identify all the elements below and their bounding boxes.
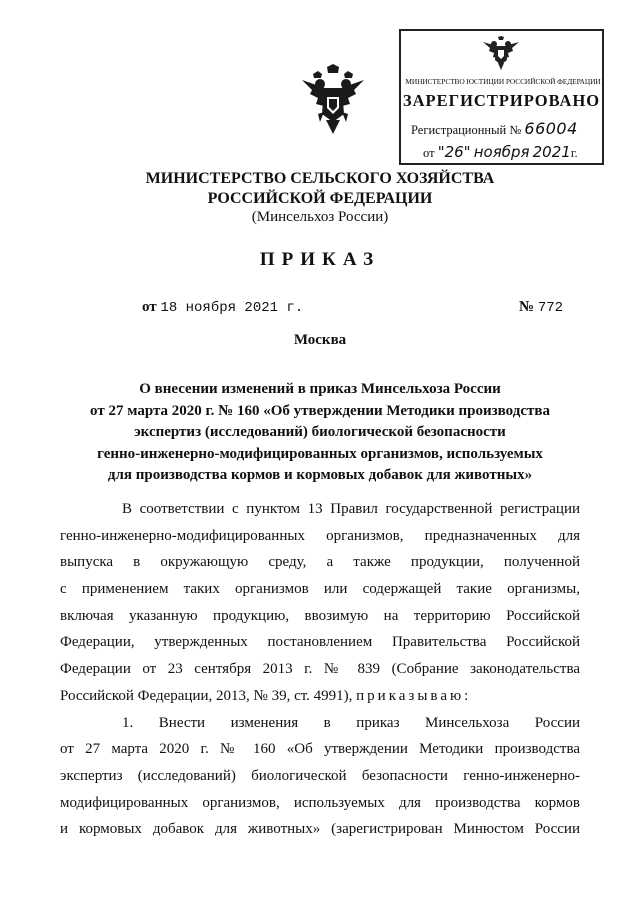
registration-stamp xyxy=(399,29,604,165)
body-line: выпуска в окружающую среду, а также продукции, полученной xyxy=(60,554,580,571)
stamp-reg-label: Регистрационный № xyxy=(411,123,522,137)
stamp-ministry-name: МИНИСТЕРСТВО ЮСТИЦИИ РОССИЙСКОЙ ФЕДЕРАЦИИ xyxy=(405,77,601,86)
body-line: от 27 марта 2020 г. № 160 «Об утверждении Методики производства xyxy=(60,741,580,758)
ministry-short-name: (Минсельхоз России) xyxy=(251,209,389,225)
document-title xyxy=(60,379,580,487)
stamp-date-month: ноября xyxy=(473,143,530,161)
stamp-reg-number: 66004 xyxy=(524,119,578,138)
title-line: генно-инженерно-модифицированных организмов, используемых xyxy=(97,445,543,462)
stamp-date-prefix: от xyxy=(423,146,435,160)
stamp-date-day: "26" xyxy=(437,143,471,161)
body-line: генно-инженерно-модифицированных организмов, предназначенных для xyxy=(60,527,580,544)
body-line-text: Российской Федерации, 2013, № 39, ст. 4991), xyxy=(60,687,353,704)
ministry-name-line2: РОССИЙСКОЙ ФЕДЕРАЦИИ xyxy=(207,190,433,207)
body-line: Федерации от 23 сентября 2013 г. № 839 (Собрание законодательства xyxy=(60,661,580,678)
stamp-date-suffix: г. xyxy=(570,146,578,160)
body-line: и кормовых добавок для животных» (зарегистрирован Минюстом России xyxy=(60,821,580,838)
stamp-registered-label: ЗАРЕГИСТРИРОВАНО xyxy=(402,91,601,110)
title-line: от 27 марта 2020 г. № 160 «Об утверждении Методики производства xyxy=(90,402,550,419)
body-line: 1. Внести изменения в приказ Минсельхоза России xyxy=(122,714,580,731)
title-line: экспертиз (исследований) биологической безопасности xyxy=(134,424,506,441)
order-date-value: 18 ноября 2021 г. xyxy=(160,300,304,316)
body-line: включая указанную продукцию, ввозимую на территорию Российской xyxy=(60,607,580,624)
order-number-value: 772 xyxy=(537,300,564,316)
body-line: модифицированных организмов, используемых для производства кормов xyxy=(60,794,580,811)
body-line: Федерации, утвержденных постановлением Правительства Российской xyxy=(60,634,580,651)
coat-of-arms-icon xyxy=(298,64,368,136)
order-number-label: № xyxy=(519,299,535,315)
order-date xyxy=(142,299,303,316)
body-line xyxy=(60,683,580,710)
stamp-registration-number xyxy=(411,119,578,138)
body-line: В соответствии с пунктом 13 Правил государственной регистрации xyxy=(122,501,580,517)
document-body xyxy=(60,496,580,843)
body-emphasis: приказываю: xyxy=(356,687,472,704)
body-line: с применением таких организмов или содержащей такие организмы, xyxy=(60,581,580,598)
stamp-date-year: 2021 xyxy=(532,143,571,161)
document-type: ПРИКАЗ xyxy=(259,249,381,270)
body-line: экспертиз (исследований) биологической безопасности генно-инженерно- xyxy=(60,767,580,784)
stamp-registration-date xyxy=(423,143,578,161)
order-number xyxy=(519,299,563,316)
title-line: для производства кормов и кормовых добавок для животных» xyxy=(107,467,533,484)
stamp-emblem-icon xyxy=(481,36,521,70)
title-line: О внесении изменений в приказ Минсельхоза России xyxy=(139,381,501,397)
order-date-label: от xyxy=(142,299,157,315)
ministry-name-line1: МИНИСТЕРСТВО СЕЛЬСКОГО ХОЗЯЙСТВА xyxy=(145,170,495,187)
document-city: Москва xyxy=(293,332,347,348)
